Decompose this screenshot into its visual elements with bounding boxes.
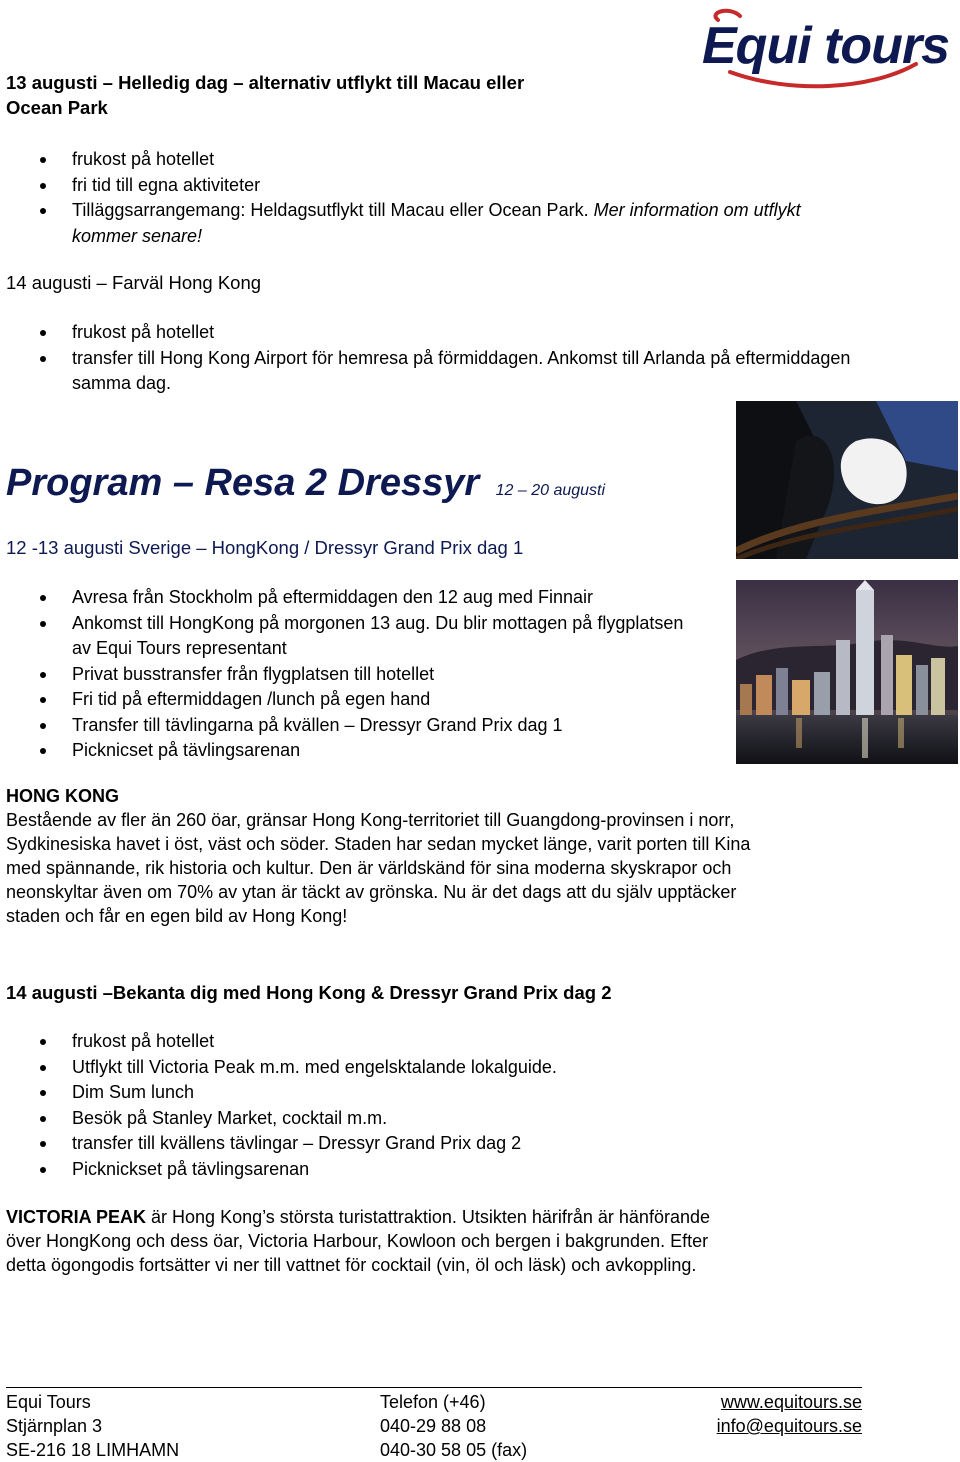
footer-col-phone: [380, 1390, 527, 1462]
email-link[interactable]: info@equitours.se: [716, 1416, 862, 1436]
footer-col-links: [697, 1390, 862, 1438]
hongkong-heading: HONG KONG: [6, 786, 120, 806]
section-14a-list: [4, 320, 864, 397]
list-item: Dim Sum lunch: [4, 1080, 864, 1106]
program-title: Program – Resa 2 Dressyr: [6, 462, 480, 504]
victoria-line: [6, 1205, 906, 1229]
list-item: transfer till kvällens tävlingar – Dressyr Grand Prix dag 2: [4, 1131, 864, 1157]
list-item-note: Mer information om utflykt kommer senare!: [72, 200, 801, 246]
photo-hongkong-skyline: [736, 580, 958, 764]
list-item: fri tid till egna aktiviteter: [4, 173, 864, 199]
section-13-title: [6, 70, 524, 120]
list-item: Ankomst till HongKong på morgonen 13 aug. Du blir mottagen på flygplatsen av Equi Tours representant: [4, 611, 684, 662]
footer-street: Stjärnplan 3: [6, 1416, 103, 1436]
section-13-title-line1: 13 augusti – Helledig dag – alternativ utflykt till Macau eller: [6, 72, 525, 93]
list-item: frukost på hotellet: [4, 147, 864, 173]
photo-glove-image: [736, 401, 958, 559]
list-item: frukost på hotellet: [4, 320, 864, 346]
section-13-title-line2: Ocean Park: [6, 97, 108, 118]
hongkong-line: Sydkinesiska havet i öst, väst och söder. Staden har sedan mycket länge, varit porten till Kina: [6, 834, 751, 854]
footer-phone-label: Telefon (+46): [380, 1392, 486, 1412]
hongkong-line: med spännande, rik historia och kultur. Den är världskänd för sina moderna skyskrapor och: [6, 858, 732, 878]
list-item: frukost på hotellet: [4, 1029, 864, 1055]
footer-col-company: [6, 1390, 179, 1462]
section-12-list: [4, 585, 684, 764]
section-14b-list: [4, 1029, 864, 1182]
footer-phone: 040-29 88 08: [380, 1416, 487, 1436]
program-heading: [6, 462, 605, 505]
program-dates: 12 – 20 augusti: [495, 482, 606, 499]
section-12-title: 12 -13 augusti Sverige – HongKong / Dressyr Grand Prix dag 1: [6, 537, 524, 558]
victoria-line3: detta ögongodis fortsätter vi ner till vattnet för cocktail (vin, öl och läsk) och avkoppling.: [6, 1255, 697, 1275]
list-item: transfer till Hong Kong Airport för hemresa på förmiddagen. Ankomst till Arlanda på eftermiddagen samma dag.: [4, 346, 864, 397]
victoria-section: [6, 1205, 906, 1277]
list-item-text: Tilläggsarrangemang: Heldagsutflykt till Macau eller Ocean Park.: [72, 200, 594, 220]
victoria-line2: över HongKong och dess öar, Victoria Harbour, Kowloon och bergen i bakgrunden. Efter: [6, 1231, 709, 1251]
footer-company: Equi Tours: [6, 1392, 91, 1412]
section-14b-title: 14 augusti –Bekanta dig med Hong Kong & Dressyr Grand Prix dag 2: [6, 982, 612, 1003]
footer-divider: [6, 1387, 862, 1388]
list-item: Fri tid på eftermiddagen /lunch på egen hand: [4, 687, 684, 713]
list-item: Transfer till tävlingarna på kvällen – Dressyr Grand Prix dag 1: [4, 713, 684, 739]
list-item: Picknicset på tävlingsarenan: [4, 738, 684, 764]
list-item: Besök på Stanley Market, cocktail m.m.: [4, 1106, 864, 1132]
logo-text: Equi tours: [702, 17, 950, 75]
photo-dressage-glove: [736, 401, 958, 559]
list-item: [4, 198, 864, 249]
hongkong-line: staden och får en egen bild av Hong Kong!: [6, 906, 348, 926]
website-link[interactable]: www.equitours.se: [720, 1392, 862, 1412]
hongkong-section: [6, 784, 906, 928]
list-item: Utflykt till Victoria Peak m.m. med engelsktalande lokalguide.: [4, 1055, 864, 1081]
section-14a-title: 14 augusti – Farväl Hong Kong: [6, 272, 262, 293]
list-item: Privat busstransfer från flygplatsen till hotellet: [4, 662, 684, 688]
hongkong-line: neonskyltar även om 70% av ytan är täckt av grönska. Nu är det dags att du själv upptäcker: [6, 882, 737, 902]
section-13-list: [4, 147, 864, 249]
logo: [700, 4, 950, 96]
photo-skyline-image: [736, 580, 958, 764]
list-item: Picknickset på tävlingsarenan: [4, 1157, 864, 1183]
hongkong-line: Bestående av fler än 260 öar, gränsar Hong Kong-territoriet till Guangdong-provinsen i norr,: [6, 810, 735, 830]
victoria-line1: är Hong Kong’s största turistattraktion. Utsikten härifrån är hänförande: [146, 1207, 710, 1227]
list-item: Avresa från Stockholm på eftermiddagen den 12 aug med Finnair: [4, 585, 684, 611]
footer-fax: 040-30 58 05 (fax): [380, 1440, 528, 1460]
footer-city: SE-216 18 LIMHAMN: [6, 1440, 180, 1460]
victoria-heading: VICTORIA PEAK: [6, 1207, 147, 1227]
